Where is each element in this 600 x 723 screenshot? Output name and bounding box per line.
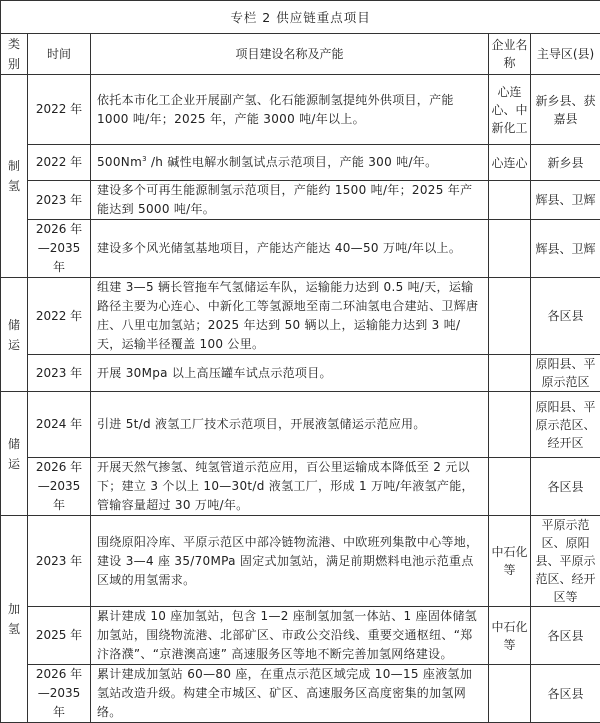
enterprise-cell: 中石化等 — [489, 516, 531, 607]
enterprise-cell — [489, 278, 531, 355]
time-cell: 2022 年 — [28, 278, 91, 355]
time-cell: 2026 年—2035 年 — [28, 220, 91, 278]
table-row — [1, 665, 600, 723]
table-row — [1, 355, 600, 392]
table-row — [1, 75, 600, 145]
header-area: 主导区(县) — [531, 34, 600, 75]
enterprise-cell — [489, 392, 531, 458]
project-cell: 建设多个可再生能源制氢示范项目，产能约 1500 吨/年；2025 年产能达到 5000 吨/年。 — [91, 181, 489, 220]
time-cell: 2025 年 — [28, 607, 91, 665]
category-production: 制氢 — [1, 75, 28, 278]
time-cell: 2024 年 — [28, 392, 91, 458]
area-cell: 原阳县、平原示范区 — [531, 355, 600, 392]
project-prefix: 500Nm — [97, 155, 142, 169]
table-row — [1, 278, 600, 355]
project-suffix: /h 碱性电解水制氢试点示范项目，产能 300 吨/年。 — [147, 155, 438, 169]
enterprise-cell — [489, 665, 531, 723]
enterprise-cell: 中石化等 — [489, 607, 531, 665]
project-cell: 组建 3—5 辆长管拖车气氢储运车队，运输能力达到 0.5 吨/天，运输路径主要为心连心、中新化工等氢源地至南二环油氢电合建站、卫辉唐庄、八里屯加氢站；2025 年达到 50 辆以上，运输能力达到 3 吨/天，运输半径覆盖 100 公里。 — [91, 278, 489, 355]
time-cell: 2022 年 — [28, 145, 91, 181]
project-cell: 依托本市化工企业开展副产氢、化石能源制氢提纯外供项目，产能 1000 吨/年；2025 年，产能 3000 吨/年以上。 — [91, 75, 489, 145]
area-cell: 原阳县、平原示范区、经开区 — [531, 392, 600, 458]
project-cell: 累计建成加氢站 60—80 座，在重点示范区域完成 10—15 座液氢加氢站改造升级。构建全市城区、矿区、高速服务区高度密集的加氢网络。 — [91, 665, 489, 723]
table-row — [1, 220, 600, 278]
area-cell: 各区县 — [531, 607, 600, 665]
project-cell — [91, 145, 489, 181]
time-cell: 2023 年 — [28, 181, 91, 220]
project-cell: 围绕原阳冷库、平原示范区中部冷链物流港、中欧班列集散中心等地，建设 3—4 座 35/70MPa 固定式加氢站，满足前期燃料电池示范重点区域的用氢需求。 — [91, 516, 489, 607]
table-row — [1, 181, 600, 220]
area-cell: 辉县、卫辉 — [531, 181, 600, 220]
area-cell: 各区县 — [531, 458, 600, 516]
superscript: 3 — [142, 155, 147, 163]
area-cell: 辉县、卫辉 — [531, 220, 600, 278]
header-time: 时间 — [28, 34, 91, 75]
project-cell: 开展天然气掺氢、纯氢管道示范应用，百公里运输成本降低至 2 元以下；建立 3 个以上 10—30t/d 液氢工厂，形成 1 万吨/年液氢产能，管输容量超过 30 万吨/年。 — [91, 458, 489, 516]
area-cell: 各区县 — [531, 665, 600, 723]
category-refueling: 加氢 — [1, 516, 28, 723]
enterprise-cell — [489, 181, 531, 220]
time-cell: 2026 年—2035 年 — [28, 665, 91, 723]
time-cell: 2026 年—2035 年 — [28, 458, 91, 516]
area-cell: 平原示范区、原阳县、平原示范区、经开区等 — [531, 516, 600, 607]
table-row — [1, 516, 600, 607]
table-row — [1, 607, 600, 665]
enterprise-cell: 心连心 — [489, 145, 531, 181]
category-storage-transport-2: 储运 — [1, 392, 28, 516]
time-cell: 2022 年 — [28, 75, 91, 145]
enterprise-cell: 心连心、中新化工 — [489, 75, 531, 145]
area-cell: 新乡县 — [531, 145, 600, 181]
enterprise-cell — [489, 458, 531, 516]
enterprise-cell — [489, 220, 531, 278]
header-row — [1, 34, 600, 75]
table-title: 专栏 2 供应链重点项目 — [1, 1, 600, 34]
project-cell: 累计建成 10 座加氢站，包含 1—2 座制氢加氢一体站、1 座固体储氢加氢站，围绕物流港、北部矿区、市政公交沿线、重要交通枢纽、“郑汴洛濮”、“京港澳高速” 高速服务区等地不断完善加氢网络建设。 — [91, 607, 489, 665]
enterprise-cell — [489, 355, 531, 392]
table-row — [1, 392, 600, 458]
table-row — [1, 145, 600, 181]
area-cell: 新乡县、获嘉县 — [531, 75, 600, 145]
project-cell: 引进 5t/d 液氢工厂技术示范项目，开展液氢储运示范应用。 — [91, 392, 489, 458]
header-category: 类别 — [1, 34, 28, 75]
time-cell: 2023 年 — [28, 355, 91, 392]
category-storage-transport: 储运 — [1, 278, 28, 392]
header-enterprise: 企业名称 — [489, 34, 531, 75]
time-cell: 2023 年 — [28, 516, 91, 607]
header-project: 项目建设名称及产能 — [91, 34, 489, 75]
project-cell: 开展 30Mpa 以上高压罐车试点示范项目。 — [91, 355, 489, 392]
project-cell: 建设多个风光储氢基地项目，产能达产能达 40—50 万吨/年以上。 — [91, 220, 489, 278]
table-row — [1, 458, 600, 516]
area-cell: 各区县 — [531, 278, 600, 355]
